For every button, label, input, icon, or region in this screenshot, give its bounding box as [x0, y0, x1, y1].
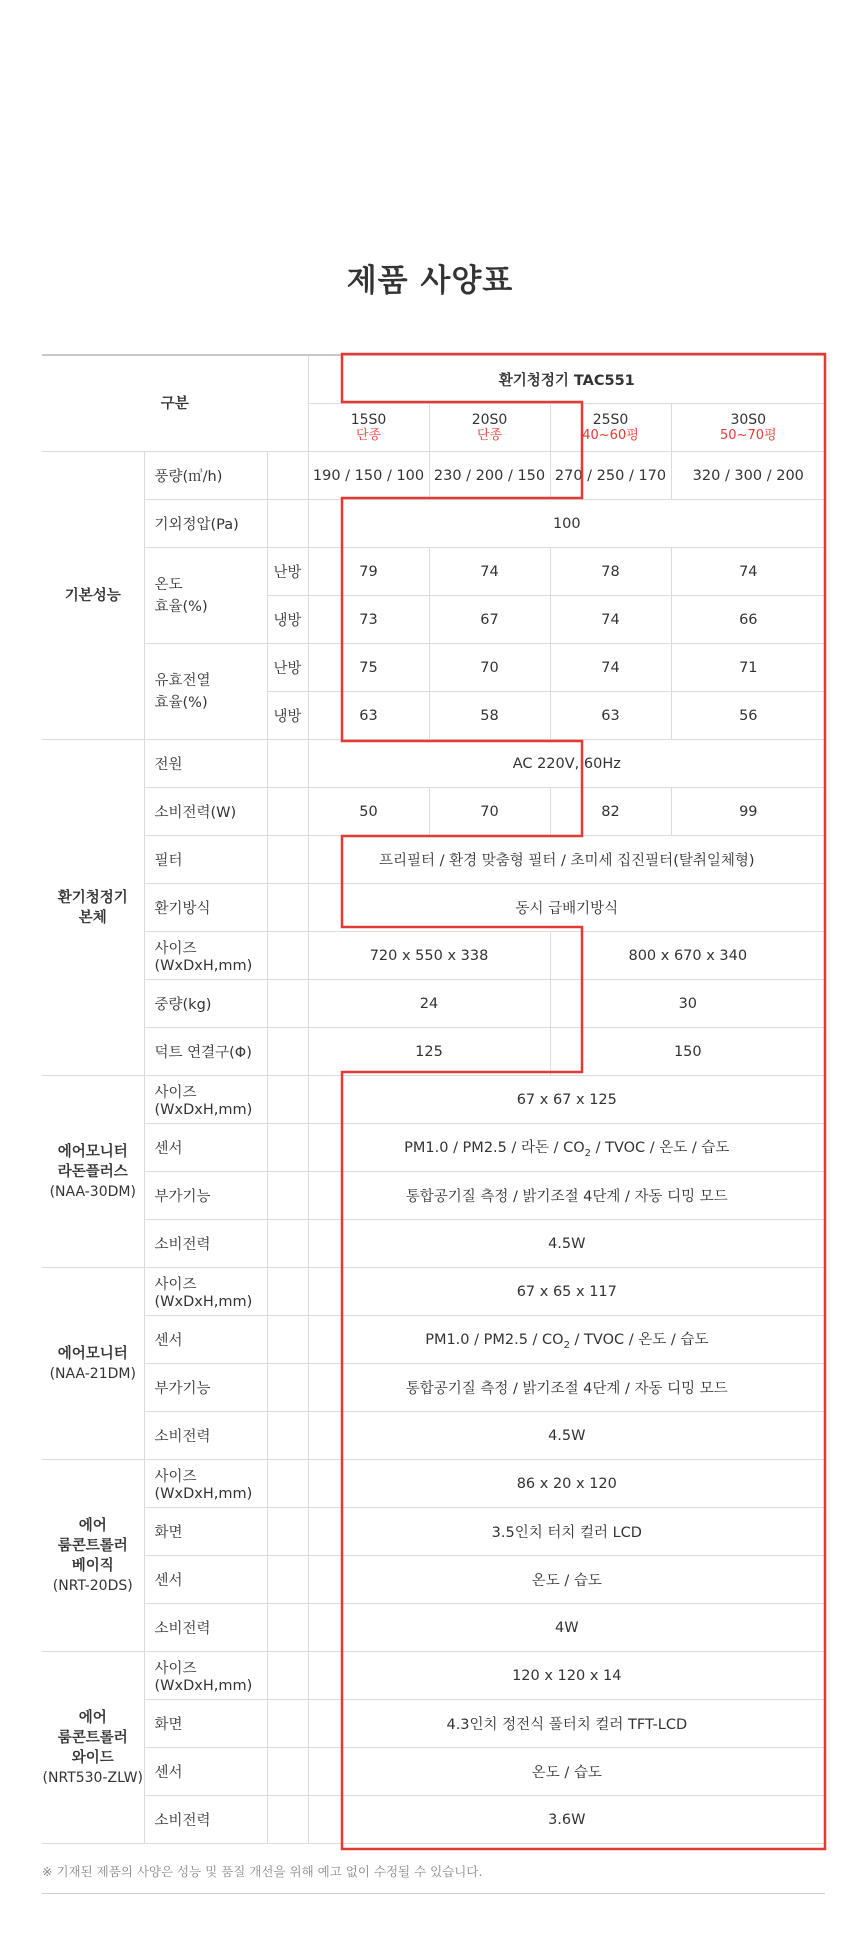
table-row: 냉방 73 67 74 66	[42, 596, 825, 644]
section-monitor: 에어모니터 (NAA-21DM)	[42, 1268, 144, 1460]
table-row: 센서 $PM1.0 / PM2.5 / CO_2$ / TVOC / 온도 / 습도	[42, 1316, 825, 1364]
section-controller-wide: 에어 룸콘트롤러 와이드 (NRT530-ZLW)	[42, 1652, 144, 1844]
table-row: 소비전력(W) 50 70 82 99	[42, 788, 825, 836]
table-row: 화면 4.3인치 정전식 풀터치 컬러 TFT-LCD	[42, 1700, 825, 1748]
table-row: 환기방식 동시 급배기방식	[42, 884, 825, 932]
table-row: 사이즈(WxDxH,mm) 720 x 550 x 338 800 x 670 x 340	[42, 932, 825, 980]
table-row: 냉방 63 58 63 56	[42, 692, 825, 740]
page-title: 제품 사양표	[346, 263, 514, 299]
product-header: 환기청정기 TAC551	[308, 355, 825, 404]
section-controller-basic: 에어 룸콘트롤러 베이직 (NRT-20DS)	[42, 1460, 144, 1652]
model-20s0: 20S0 단종	[429, 404, 550, 452]
row-label: 풍량(㎥/h)	[144, 452, 267, 500]
bottom-divider	[42, 1893, 825, 1894]
table-row: 필터 프리필터 / 환경 맞춤형 필터 / 초미세 집진필터(탈취일체형)	[42, 836, 825, 884]
table-row: 덕트 연결구(Φ) 125 150	[42, 1028, 825, 1076]
model-15s0: 15S0 단종	[308, 404, 429, 452]
table-row: 부가기능 통합공기질 측정 / 밝기조절 4단계 / 자동 디밍 모드	[42, 1172, 825, 1220]
row-label: 기외정압(Pa)	[144, 500, 267, 548]
table-row: 센서 PM1.0 / PM2.5 / 라돈 / $CO_2$ / TVOC / 온도 / 습도	[42, 1124, 825, 1172]
table-row: 기외정압(Pa) 100	[42, 500, 825, 548]
spec-table	[42, 354, 825, 1844]
table-row: 소비전력 4.5W	[42, 1220, 825, 1268]
category-header: 구분	[42, 355, 308, 452]
table-row: 센서 온도 / 습도	[42, 1556, 825, 1604]
table-row: 에어모니터 라돈플러스 (NAA-30DM) 사이즈(WxDxH,mm) 67 x 67 x 125	[42, 1076, 825, 1124]
header-row	[42, 355, 825, 404]
table-row: 온도 효율(%) 난방 79 74 78 74	[42, 548, 825, 596]
table-row: 중량(kg) 24 30	[42, 980, 825, 1028]
table-row: 에어모니터 (NAA-21DM) 사이즈(WxDxH,mm) 67 x 65 x 117	[42, 1268, 825, 1316]
table-row: 소비전력 4.5W	[42, 1412, 825, 1460]
model-30s0: 30S0 50~70평	[671, 404, 825, 452]
section-body: 환기청정기 본체	[42, 740, 144, 1076]
table-row: 소비전력 4W	[42, 1604, 825, 1652]
model-25s0: 25S0 40~60평	[550, 404, 671, 452]
table-row: 센서 온도 / 습도	[42, 1748, 825, 1796]
table-row: 환기청정기 본체 전원 AC 220V, 60Hz	[42, 740, 825, 788]
table-row: 화면 3.5인치 터치 컬러 LCD	[42, 1508, 825, 1556]
table-row: 기본성능 풍량(㎥/h) 190 / 150 / 100 230 / 200 / 150 270 / 250 / 170 320 / 300 / 200	[42, 452, 825, 500]
table-row: 부가기능 통합공기질 측정 / 밝기조절 4단계 / 자동 디밍 모드	[42, 1364, 825, 1412]
section-monitor-radon: 에어모니터 라돈플러스 (NAA-30DM)	[42, 1076, 144, 1268]
table-row: 유효전열 효율(%) 난방 75 70 74 71	[42, 644, 825, 692]
disclaimer-note: ※ 기재된 제품의 사양은 성능 및 품질 개선을 위해 예고 없이 수정될 수 있습니다.	[42, 1864, 483, 1879]
table-row: 소비전력 3.6W	[42, 1796, 825, 1844]
row-label: 온도 효율(%)	[144, 548, 267, 644]
section-basic: 기본성능	[42, 452, 144, 740]
table-row: 에어 룸콘트롤러 와이드 (NRT530-ZLW) 사이즈(WxDxH,mm) 120 x 120 x 14	[42, 1652, 825, 1700]
table-row: 에어 룸콘트롤러 베이직 (NRT-20DS) 사이즈(WxDxH,mm) 86 x 20 x 120	[42, 1460, 825, 1508]
row-label: 유효전열 효율(%)	[144, 644, 267, 740]
